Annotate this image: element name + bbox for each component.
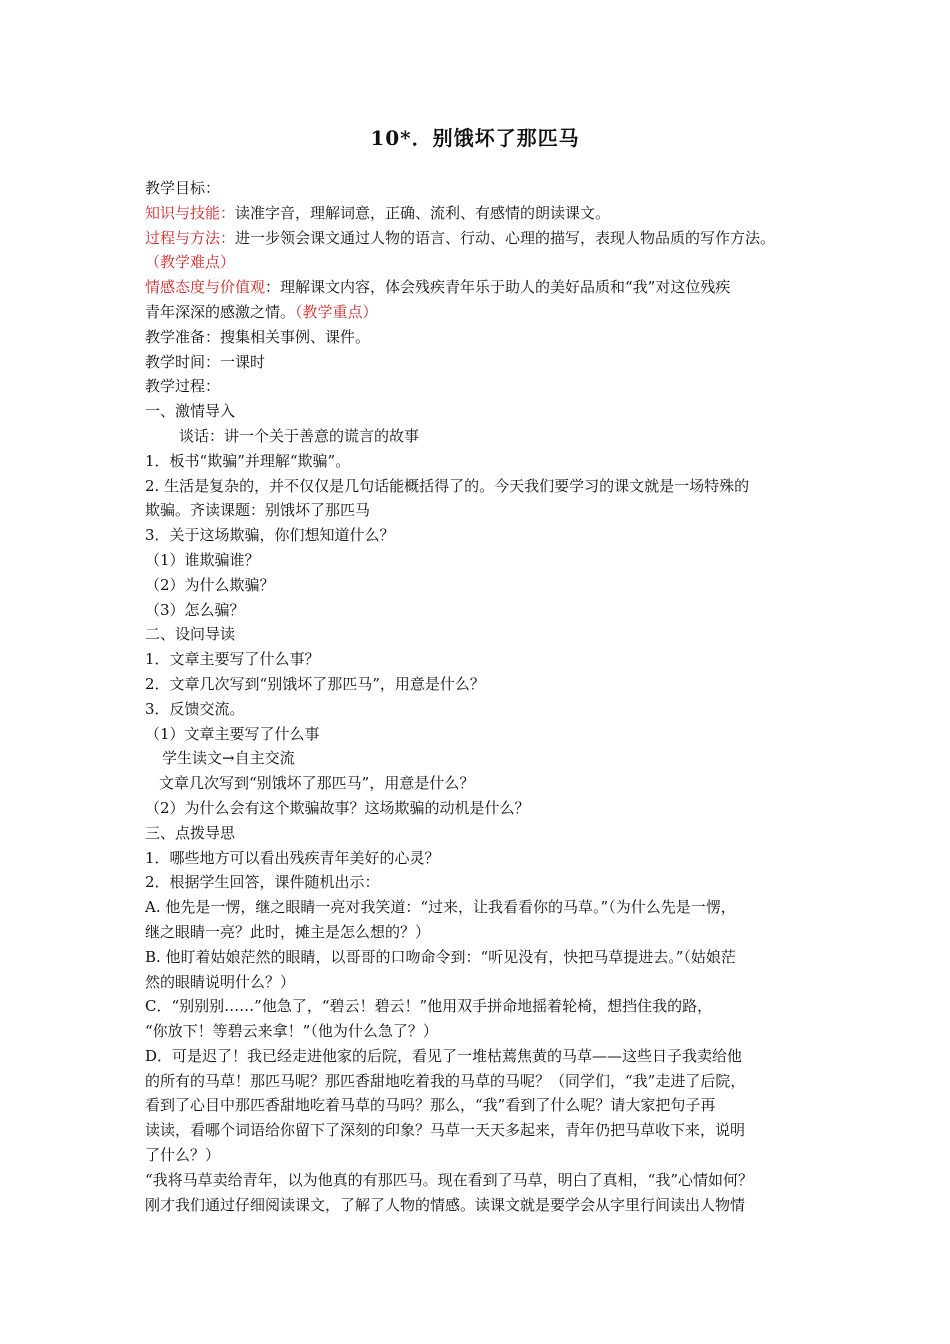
paragraph-line: （3）怎么骗？ bbox=[145, 600, 245, 619]
paragraph-line: “我将马草卖给青年，以为他真的有那匹马。现在看到了马草，明白了真相，“我”心情如何？ bbox=[145, 1170, 754, 1189]
paragraph-line: 文章几次写到“别饿坏了那匹马”，用意是什么？ bbox=[159, 774, 475, 793]
paragraph-line: D．可是迟了！我已经走进他家的后院，看见了一堆枯蔫焦黄的马草——这些日子我卖给他 bbox=[145, 1046, 743, 1065]
paragraph-line: （1）谁欺骗谁？ bbox=[145, 550, 260, 569]
paragraph-line: 1．板书“欺骗”并理解“欺骗”。 bbox=[145, 451, 351, 470]
objective-text: ：理解课文内容，体会残疾青年乐于助人的美好品质和“我”对这位残疾 bbox=[265, 278, 731, 297]
paragraph-line: 读读，看哪个词语给你留下了深刻的印象？马草一天天多起来，青年仍把马草收下来，说明 bbox=[145, 1121, 746, 1140]
paragraph-line: 欺骗。齐读课题：别饿坏了那匹马 bbox=[145, 501, 371, 520]
paragraph-line: 3．反馈交流。 bbox=[145, 699, 245, 718]
paragraph-line: 谈话：讲一个关于善意的谎言的故事 bbox=[179, 426, 420, 445]
lesson-title: 10*．别饿坏了那匹马 bbox=[370, 126, 580, 150]
paragraph-line: 1．哪些地方可以看出残疾青年美好的心灵？ bbox=[145, 848, 440, 867]
lesson-body bbox=[145, 176, 817, 1217]
paragraph-line: A. 他先是一愣，继之眼睛一亮对我笑道：“过来，让我看看你的马草。”（为什么先是一愣， bbox=[145, 898, 736, 917]
paragraph-line: 继之眼睛一亮？此时，摊主是怎么想的？） bbox=[145, 922, 431, 941]
section-heading: 二、设问导读 bbox=[145, 625, 236, 644]
process-heading: 教学过程： bbox=[145, 377, 221, 396]
lesson-time: 教学时间：一课时 bbox=[145, 352, 266, 371]
objectives-heading: 教学目标： bbox=[145, 179, 221, 197]
objective-label: 过程与方法： bbox=[145, 228, 236, 247]
section-heading: 一、激情导入 bbox=[145, 402, 236, 421]
paragraph-line: 学生读文→自主交流 bbox=[162, 749, 295, 768]
paragraph-line: 1．文章主要写了什么事？ bbox=[145, 650, 320, 669]
paragraph-line: （2）为什么会有这个欺骗故事？这场欺骗的动机是什么？ bbox=[145, 798, 530, 817]
objective-text: 青年深深的感激之情。 bbox=[145, 302, 296, 321]
paragraph-line: 了什么？） bbox=[145, 1146, 221, 1165]
paragraph-line: 2. 生活是复杂的，并不仅仅是几句话能概括得了的。今天我们要学习的课文就是一场特殊的 bbox=[145, 476, 750, 495]
paragraph-line: 的所有的马草！那匹马呢？那匹香甜地吃着我的马草的马呢？（同学们，“我”走进了后院， bbox=[145, 1071, 746, 1090]
paragraph-line: “你放下！等碧云来拿！”（他为什么急了？） bbox=[145, 1022, 438, 1041]
difficulty-note: （教学难点） bbox=[145, 253, 236, 272]
paragraph-line: 然的眼睛说明什么？） bbox=[145, 972, 296, 991]
section-heading: 三、点拨导思 bbox=[145, 823, 236, 842]
objective-label: 情感态度与价值观 bbox=[145, 278, 266, 297]
paragraph-line: （2）为什么欺骗？ bbox=[145, 575, 275, 594]
objective-text: 读准字音，理解词意，正确、流利、有感情的朗读课文。 bbox=[235, 203, 611, 222]
objective-text: 进一步领会课文通过人物的语言、行动、心理的描写，表现人物品质的写作方法。 bbox=[235, 228, 776, 247]
objective-label: 知识与技能： bbox=[145, 203, 236, 222]
preparation: 教学准备：搜集相关事例、课件。 bbox=[145, 327, 371, 346]
objective-emotion-cont bbox=[145, 300, 817, 325]
paragraph-line: （1）文章主要写了什么事 bbox=[145, 724, 320, 743]
paragraph-line: 看到了心目中那匹香甜地吃着马草的马吗？那么，“我”看到了什么呢？请大家把句子再 bbox=[145, 1096, 716, 1115]
paragraph-line: B. 他盯着姑娘茫然的眼睛，以哥哥的口吻命令到：“听见没有，快把马草提进去。”（姑娘茫 bbox=[145, 947, 736, 966]
paragraph-line: C．“别别别……”他急了，“碧云！碧云！”他用双手拼命地摇着轮椅，想挡住我的路， bbox=[145, 997, 713, 1016]
paragraph-line: 刚才我们通过仔细阅读课文，了解了人物的情感。读课文就是要学会从字里行间读出人物情 bbox=[145, 1195, 746, 1214]
key-point-note: （教学重点） bbox=[295, 302, 378, 321]
paragraph-line: 2．根据学生回答，课件随机出示： bbox=[145, 873, 380, 892]
objective-emotion bbox=[145, 275, 817, 300]
objective-process bbox=[145, 226, 817, 251]
paragraph-line: 3．关于这场欺骗，你们想知道什么？ bbox=[145, 526, 395, 545]
paragraph-line: 2．文章几次写到“别饿坏了那匹马”，用意是什么？ bbox=[145, 674, 485, 693]
objective-knowledge bbox=[145, 201, 817, 226]
